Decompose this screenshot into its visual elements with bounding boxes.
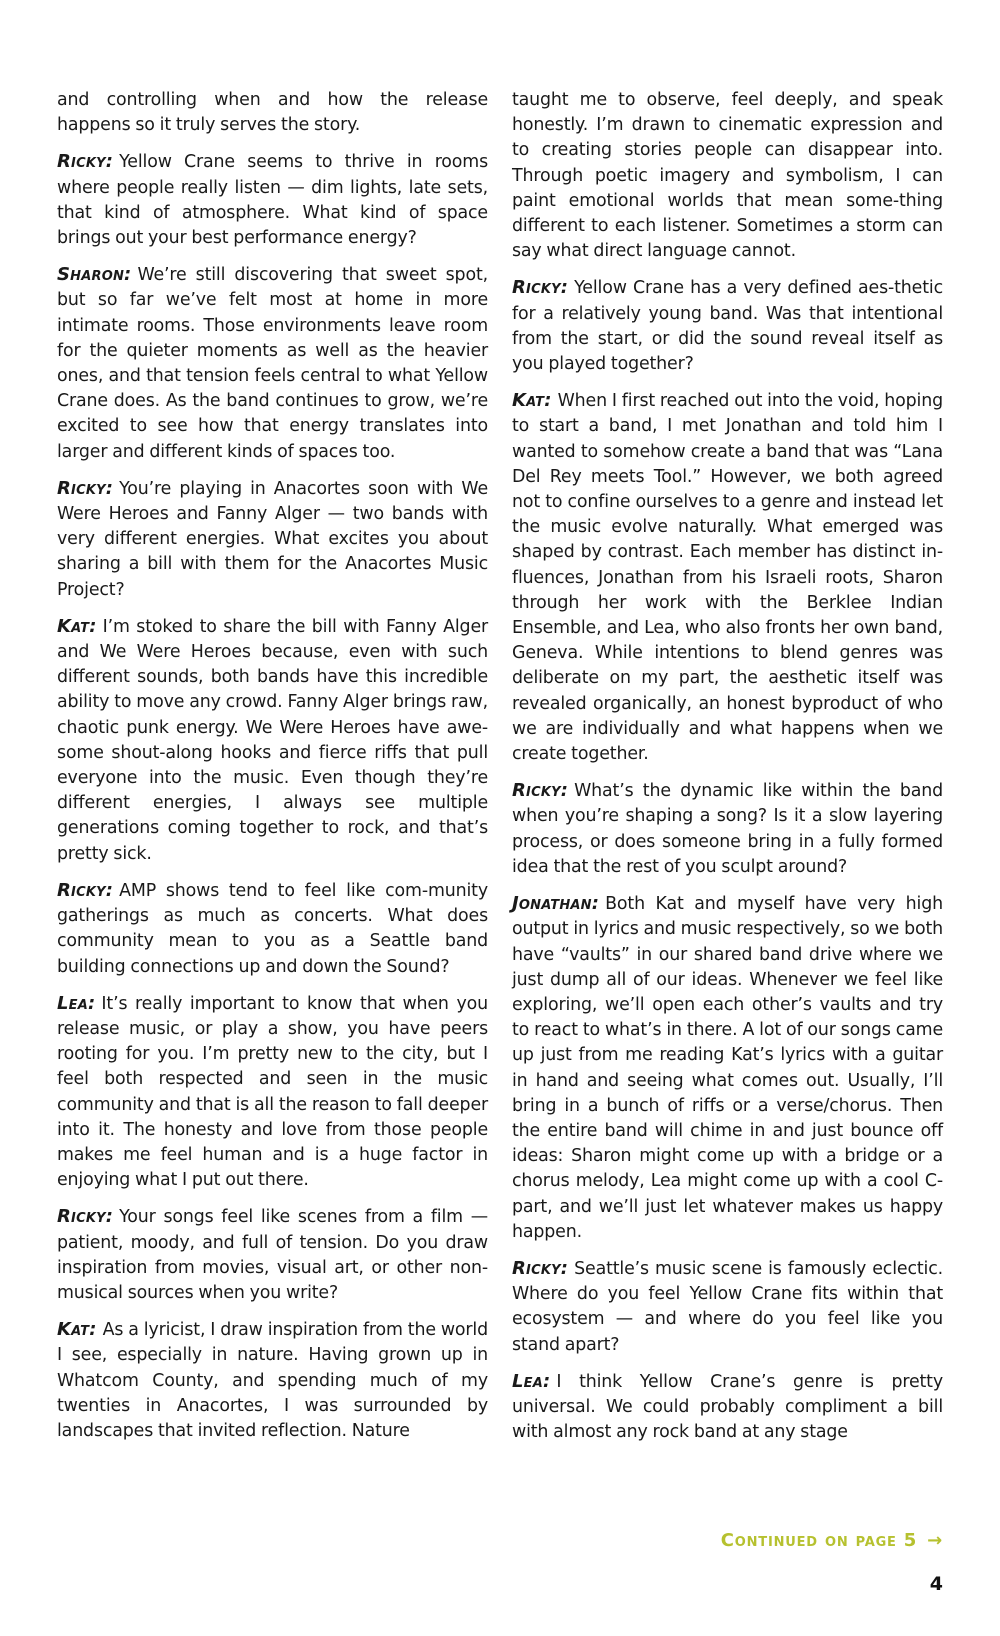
right-column	[512, 88, 943, 1456]
paragraph-text: taught me to observe, feel deeply, and speak honestly. I’m drawn to cinematic expression and to creating stories people can disappear into. Through poetic imagery and symbolism, I can paint emotional worlds that mean some-thing different to each listener. Sometimes a storm can say what direct language cannot.	[512, 90, 943, 262]
paragraph-text: I’m stoked to share the bill with Fanny Alger and We Were Heroes because, even with such different sounds, both bands have this incredible ability to move any crowd. Fanny Alger brings raw, chaotic punk energy. We Were Heroes have awe-some shout-along hooks and fierce riffs that pull everyone into the music. Even though they’re different energies, I always see multiple generations coming together to rock, and that’s pretty sick.	[57, 616, 488, 864]
interview-paragraph	[512, 778, 943, 880]
paragraph-text: Yellow Crane has a very defined aes-thetic for a relatively young band. Was that intentional from the start, or did the sound reveal itself as you played together?	[512, 278, 943, 375]
speaker-label: Jonathan:	[512, 893, 600, 915]
interview-paragraph	[512, 891, 943, 1245]
paragraph-text: We’re still discovering that sweet spot, but so far we’ve felt most at home in more intimate rooms. Those environments leave room for the quieter moments as well as the heavier ones, and that tension feels central to what Yellow Crane does. As the band continues to grow, we’re excited to see how that energy translates into larger and different kinds of spaces too.	[57, 265, 488, 462]
paragraph-text: It’s really important to know that when you release music, or play a show, you have peers rooting for you. I’m pretty new to the city, but I feel both respected and seen in the music community and that is all the reason to fall deeper into it. The honesty and love from those people makes me feel human and is a huge factor in enjoying what I put out there.	[57, 993, 488, 1191]
speaker-label: Kat:	[57, 1319, 97, 1341]
paragraph-text: and controlling when and how the release happens so it truly serves the story.	[57, 90, 488, 136]
interview-paragraph	[57, 149, 488, 251]
interview-paragraph	[57, 1317, 488, 1444]
interview-paragraph	[57, 614, 488, 867]
speaker-label: Lea:	[57, 992, 96, 1014]
interview-paragraph	[512, 1256, 943, 1358]
paragraph-text: I think Yellow Crane’s genre is pretty universal. We could probably compliment a bill with almost any rock band at any stage	[512, 1371, 943, 1443]
paragraph-text: When I first reached out into the void, hoping to start a band, I met Jonathan and told him I wanted to somehow create a band that was “Lana Del Rey meets Tool.” However, we both agreed not to confine ourselves to a genre and instead let the music evolve naturally. What emerged was shaped by contrast. Each member has distinct in-fluences, Jonathan from his Israeli roots, Sharon through her work with the Berklee Indian Ensemble, and Lea, who also fronts her own band, Geneva. While intentions to blend genres was deliberate on my part, the aesthetic itself was revealed organically, an honest byproduct of who we are individually and what happens when we create together.	[512, 391, 943, 765]
speaker-label: Kat:	[512, 390, 552, 412]
interview-paragraph	[57, 878, 488, 980]
speaker-label: Ricky:	[512, 277, 569, 299]
paragraph-text: Seattle’s music scene is famously eclectic. Where do you feel Yellow Crane fits within that ecosystem — and where do you feel like you stand apart?	[512, 1258, 943, 1355]
paragraph-text: Yellow Crane seems to thrive in rooms where people really listen — dim lights, late sets, that kind of atmosphere. What kind of space brings out your best performance energy?	[57, 152, 488, 249]
continuation-paragraph	[57, 88, 488, 138]
paragraph-text: As a lyricist, I draw inspiration from the world I see, especially in nature. Having grown up in Whatcom County, and spending much of my twenties in Anacortes, I was surrounded by landscapes that invited reflection. Nature	[57, 1320, 488, 1441]
speaker-label: Ricky:	[57, 1206, 114, 1228]
speaker-label: Ricky:	[57, 879, 114, 901]
speaker-label: Lea:	[512, 1370, 551, 1392]
continued-link[interactable]	[721, 1530, 943, 1551]
speaker-label: Sharon:	[57, 264, 132, 286]
arrow-right-icon: →	[927, 1530, 943, 1551]
speaker-label: Ricky:	[57, 151, 114, 173]
interview-paragraph	[512, 388, 943, 767]
interview-paragraph	[57, 476, 488, 603]
speaker-label: Ricky:	[512, 780, 569, 802]
interview-paragraph	[57, 1204, 488, 1306]
page-number: 4	[929, 1573, 943, 1595]
continued-label: Continued on page 5	[720, 1530, 918, 1551]
article-page	[57, 88, 943, 1456]
left-column	[57, 88, 488, 1456]
paragraph-text: You’re playing in Anacortes soon with We Were Heroes and Fanny Alger — two bands with very different energies. What excites you about sharing a bill with them for the Anacortes Music Project?	[57, 478, 488, 600]
speaker-label: Kat:	[57, 615, 97, 637]
interview-paragraph	[512, 275, 943, 377]
interview-paragraph	[512, 1369, 943, 1446]
article-columns	[57, 88, 943, 1456]
interview-paragraph	[57, 262, 488, 465]
speaker-label: Ricky:	[57, 477, 114, 499]
paragraph-text: Both Kat and myself have very high output in lyrics and music respectively, so we both have “vaults” in our shared band drive where we just dump all of our ideas. Whenever we feel like exploring, we’ll open each other’s vaults and try to react to what’s in there. A lot of our songs came up just from me reading Kat’s lyrics with a guitar in hand and seeing what comes out. Usually, I’ll bring in a bunch of riffs or a verse/chorus. Then the entire band will chime in and just bounce off ideas: Sharon might come up with a bridge or a chorus melody, Lea might come up with a cool C-part, and we’ll just let whatever makes us happy happen.	[512, 894, 943, 1242]
paragraph-text: AMP shows tend to feel like com-munity gatherings as much as concerts. What does community mean to you as a Seattle band building connections up and down the Sound?	[57, 880, 488, 977]
interview-paragraph	[57, 991, 488, 1194]
speaker-label: Ricky:	[512, 1257, 569, 1279]
paragraph-text: What’s the dynamic like within the band when you’re shaping a song? Is it a slow layering process, or does someone bring in a fully formed idea that the rest of you sculpt around?	[512, 781, 943, 877]
continuation-paragraph	[512, 88, 943, 264]
paragraph-text: Your songs feel like scenes from a film — patient, moody, and full of tension. Do you draw inspiration from movies, visual art, or other non-musical sources when you write?	[57, 1207, 488, 1303]
